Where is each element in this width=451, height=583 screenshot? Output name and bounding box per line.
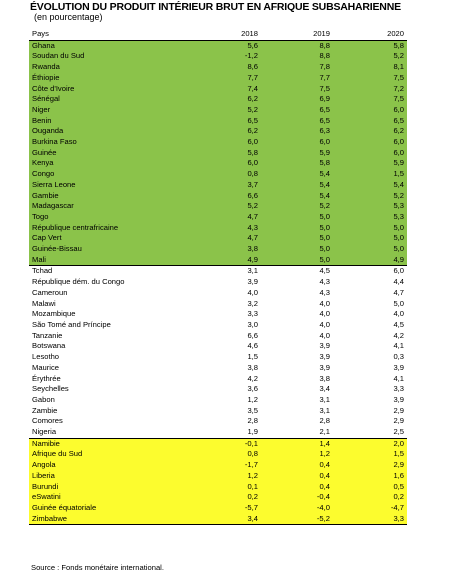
header-2020: 2020 xyxy=(333,29,407,40)
value-2019-cell: 2,1 xyxy=(261,427,333,438)
country-cell: Lesotho xyxy=(29,352,189,363)
value-2018-cell: 0,2 xyxy=(189,492,261,503)
value-2018-cell: 6,2 xyxy=(189,94,261,105)
table-subtitle: (en pourcentage) xyxy=(34,12,103,22)
country-cell: Éthiopie xyxy=(29,73,189,84)
value-2019-cell: 6,5 xyxy=(261,105,333,116)
value-2020-cell: 3,9 xyxy=(333,395,407,406)
value-2018-cell: 4,7 xyxy=(189,233,261,244)
value-2018-cell: 4,0 xyxy=(189,288,261,299)
table-row xyxy=(29,73,407,84)
country-cell: Sierra Leone xyxy=(29,180,189,191)
value-2020-cell: 4,1 xyxy=(333,374,407,385)
value-2019-cell: 4,0 xyxy=(261,320,333,331)
value-2020-cell: 6,0 xyxy=(333,105,407,116)
country-cell: Guinée équatoriale xyxy=(29,503,189,514)
value-2020-cell: 4,4 xyxy=(333,277,407,288)
value-2020-cell: 2,9 xyxy=(333,406,407,417)
value-2019-cell: -5,2 xyxy=(261,514,333,525)
country-cell: Comores xyxy=(29,416,189,427)
country-cell: Niger xyxy=(29,105,189,116)
table-row xyxy=(29,51,407,62)
value-2020-cell: 6,0 xyxy=(333,148,407,159)
value-2018-cell: 6,2 xyxy=(189,126,261,137)
value-2019-cell: 7,7 xyxy=(261,73,333,84)
value-2019-cell: 8,8 xyxy=(261,40,333,51)
value-2020-cell: 4,2 xyxy=(333,331,407,342)
value-2020-cell: 4,9 xyxy=(333,255,407,266)
value-2018-cell: 4,9 xyxy=(189,255,261,266)
table-row xyxy=(29,374,407,385)
table-row xyxy=(29,320,407,331)
value-2020-cell: 0,2 xyxy=(333,492,407,503)
country-cell: Kenya xyxy=(29,158,189,169)
value-2018-cell: 7,4 xyxy=(189,84,261,95)
country-cell: Togo xyxy=(29,212,189,223)
value-2019-cell: 5,2 xyxy=(261,201,333,212)
value-2019-cell: 0,4 xyxy=(261,471,333,482)
table-row xyxy=(29,116,407,127)
table-row xyxy=(29,158,407,169)
country-cell: Guinée-Bissau xyxy=(29,244,189,255)
value-2018-cell: 8,6 xyxy=(189,62,261,73)
country-cell: Madagascar xyxy=(29,201,189,212)
value-2018-cell: -1,2 xyxy=(189,51,261,62)
value-2019-cell: 5,8 xyxy=(261,158,333,169)
value-2019-cell: 1,2 xyxy=(261,449,333,460)
value-2019-cell: 3,1 xyxy=(261,406,333,417)
value-2020-cell: 3,3 xyxy=(333,514,407,525)
value-2020-cell: 2,9 xyxy=(333,416,407,427)
value-2018-cell: 1,2 xyxy=(189,471,261,482)
value-2019-cell: 3,9 xyxy=(261,341,333,352)
value-2020-cell: 0,5 xyxy=(333,482,407,493)
value-2018-cell: 3,8 xyxy=(189,244,261,255)
header-2019: 2019 xyxy=(261,29,333,40)
value-2019-cell: 8,8 xyxy=(261,51,333,62)
country-cell: Zimbabwe xyxy=(29,514,189,525)
value-2018-cell: 3,1 xyxy=(189,266,261,277)
value-2020-cell: 1,5 xyxy=(333,449,407,460)
country-cell: Namibie xyxy=(29,438,189,449)
country-cell: eSwatini xyxy=(29,492,189,503)
value-2018-cell: 1,2 xyxy=(189,395,261,406)
value-2020-cell: 3,3 xyxy=(333,384,407,395)
value-2020-cell: 5,3 xyxy=(333,212,407,223)
value-2018-cell: 4,2 xyxy=(189,374,261,385)
value-2019-cell: 5,9 xyxy=(261,148,333,159)
value-2020-cell: 6,0 xyxy=(333,266,407,277)
table-row xyxy=(29,244,407,255)
value-2019-cell: 3,1 xyxy=(261,395,333,406)
table-row xyxy=(29,438,407,449)
country-cell: Burkina Faso xyxy=(29,137,189,148)
value-2018-cell: 3,7 xyxy=(189,180,261,191)
value-2020-cell: 5,0 xyxy=(333,223,407,234)
value-2018-cell: 4,7 xyxy=(189,212,261,223)
value-2020-cell: 2,9 xyxy=(333,460,407,471)
value-2018-cell: 5,2 xyxy=(189,105,261,116)
country-cell: Seychelles xyxy=(29,384,189,395)
table-row xyxy=(29,62,407,73)
value-2019-cell: 6,9 xyxy=(261,94,333,105)
value-2019-cell: 5,0 xyxy=(261,233,333,244)
value-2018-cell: 0,8 xyxy=(189,169,261,180)
table-row xyxy=(29,482,407,493)
table-row xyxy=(29,105,407,116)
value-2020-cell: 4,0 xyxy=(333,309,407,320)
value-2018-cell: 3,4 xyxy=(189,514,261,525)
value-2019-cell: 5,0 xyxy=(261,212,333,223)
table-row xyxy=(29,40,407,51)
table-row xyxy=(29,191,407,202)
table-row xyxy=(29,471,407,482)
value-2020-cell: 5,4 xyxy=(333,180,407,191)
value-2019-cell: 4,3 xyxy=(261,288,333,299)
table-row xyxy=(29,169,407,180)
table-title: ÉVOLUTION DU PRODUIT INTÉRIEUR BRUT EN AFRIQUE SUBSAHARIENNE xyxy=(30,1,401,13)
value-2020-cell: 3,9 xyxy=(333,363,407,374)
value-2020-cell: 2,0 xyxy=(333,438,407,449)
country-cell: Mali xyxy=(29,255,189,266)
value-2019-cell: -0,4 xyxy=(261,492,333,503)
country-cell: Sénégal xyxy=(29,94,189,105)
table-row xyxy=(29,180,407,191)
table-row xyxy=(29,384,407,395)
value-2020-cell: 4,1 xyxy=(333,341,407,352)
table-row xyxy=(29,212,407,223)
country-cell: Érythrée xyxy=(29,374,189,385)
value-2019-cell: 3,9 xyxy=(261,363,333,374)
gdp-table xyxy=(29,29,407,525)
country-cell: Burundi xyxy=(29,482,189,493)
value-2018-cell: 3,5 xyxy=(189,406,261,417)
value-2020-cell: 7,5 xyxy=(333,94,407,105)
value-2020-cell: 2,5 xyxy=(333,427,407,438)
country-cell: Gabon xyxy=(29,395,189,406)
table-row xyxy=(29,277,407,288)
country-cell: République dém. du Congo xyxy=(29,277,189,288)
value-2018-cell: 0,8 xyxy=(189,449,261,460)
value-2019-cell: 3,8 xyxy=(261,374,333,385)
value-2019-cell: 6,0 xyxy=(261,137,333,148)
value-2020-cell: 5,2 xyxy=(333,191,407,202)
table-row xyxy=(29,266,407,277)
table-row xyxy=(29,363,407,374)
country-cell: Congo xyxy=(29,169,189,180)
table-row xyxy=(29,255,407,266)
table-row xyxy=(29,126,407,137)
value-2020-cell: 1,5 xyxy=(333,169,407,180)
value-2020-cell: 6,0 xyxy=(333,137,407,148)
country-cell: Ghana xyxy=(29,40,189,51)
value-2019-cell: 5,0 xyxy=(261,255,333,266)
value-2019-cell: -4,0 xyxy=(261,503,333,514)
country-cell: Malawi xyxy=(29,299,189,310)
value-2018-cell: 7,7 xyxy=(189,73,261,84)
country-cell: Gambie xyxy=(29,191,189,202)
value-2018-cell: -0,1 xyxy=(189,438,261,449)
country-cell: Tchad xyxy=(29,266,189,277)
value-2019-cell: 5,4 xyxy=(261,191,333,202)
table-row xyxy=(29,309,407,320)
value-2018-cell: 6,6 xyxy=(189,191,261,202)
value-2019-cell: 5,0 xyxy=(261,244,333,255)
value-2019-cell: 7,8 xyxy=(261,62,333,73)
value-2020-cell: 6,2 xyxy=(333,126,407,137)
value-2020-cell: 5,3 xyxy=(333,201,407,212)
header-2018: 2018 xyxy=(189,29,261,40)
table-row xyxy=(29,395,407,406)
country-cell: Guinée xyxy=(29,148,189,159)
value-2020-cell: 5,8 xyxy=(333,40,407,51)
country-cell: République centrafricaine xyxy=(29,223,189,234)
value-2019-cell: 3,4 xyxy=(261,384,333,395)
table-row xyxy=(29,449,407,460)
value-2020-cell: 4,5 xyxy=(333,320,407,331)
value-2018-cell: 5,2 xyxy=(189,201,261,212)
table-row xyxy=(29,514,407,525)
table-row xyxy=(29,223,407,234)
country-cell: Tanzanie xyxy=(29,331,189,342)
value-2018-cell: 5,6 xyxy=(189,40,261,51)
value-2018-cell: 6,0 xyxy=(189,137,261,148)
country-cell: Rwanda xyxy=(29,62,189,73)
table-body xyxy=(29,40,407,525)
value-2019-cell: 2,8 xyxy=(261,416,333,427)
value-2019-cell: 0,4 xyxy=(261,482,333,493)
table-row xyxy=(29,460,407,471)
value-2019-cell: 5,0 xyxy=(261,223,333,234)
value-2018-cell: 3,3 xyxy=(189,309,261,320)
value-2020-cell: 1,6 xyxy=(333,471,407,482)
table-row xyxy=(29,84,407,95)
value-2019-cell: 0,4 xyxy=(261,460,333,471)
value-2020-cell: 5,9 xyxy=(333,158,407,169)
country-cell: Côte d'Ivoire xyxy=(29,84,189,95)
country-cell: Angola xyxy=(29,460,189,471)
value-2019-cell: 4,5 xyxy=(261,266,333,277)
country-cell: Nigeria xyxy=(29,427,189,438)
value-2018-cell: 3,9 xyxy=(189,277,261,288)
value-2020-cell: -4,7 xyxy=(333,503,407,514)
value-2020-cell: 5,0 xyxy=(333,244,407,255)
value-2018-cell: 3,2 xyxy=(189,299,261,310)
value-2019-cell: 4,0 xyxy=(261,299,333,310)
value-2018-cell: 6,6 xyxy=(189,331,261,342)
value-2018-cell: 0,1 xyxy=(189,482,261,493)
country-cell: Ouganda xyxy=(29,126,189,137)
header-row xyxy=(29,29,407,40)
value-2020-cell: 0,3 xyxy=(333,352,407,363)
source-note: Source : Fonds monétaire international. xyxy=(31,563,164,572)
table-row xyxy=(29,341,407,352)
country-cell: Botswana xyxy=(29,341,189,352)
table-row xyxy=(29,299,407,310)
value-2018-cell: 6,5 xyxy=(189,116,261,127)
value-2020-cell: 8,1 xyxy=(333,62,407,73)
value-2020-cell: 7,5 xyxy=(333,73,407,84)
value-2018-cell: 4,3 xyxy=(189,223,261,234)
country-cell: Liberia xyxy=(29,471,189,482)
value-2018-cell: 3,0 xyxy=(189,320,261,331)
value-2018-cell: 3,6 xyxy=(189,384,261,395)
value-2019-cell: 4,0 xyxy=(261,331,333,342)
value-2018-cell: 3,8 xyxy=(189,363,261,374)
table-row xyxy=(29,352,407,363)
table-row xyxy=(29,492,407,503)
value-2019-cell: 3,9 xyxy=(261,352,333,363)
table-row xyxy=(29,331,407,342)
value-2020-cell: 6,5 xyxy=(333,116,407,127)
table-row xyxy=(29,201,407,212)
table-row xyxy=(29,288,407,299)
table-row xyxy=(29,233,407,244)
country-cell: Zambie xyxy=(29,406,189,417)
value-2020-cell: 5,2 xyxy=(333,51,407,62)
value-2019-cell: 4,3 xyxy=(261,277,333,288)
table-row xyxy=(29,427,407,438)
table-row xyxy=(29,416,407,427)
value-2018-cell: 2,8 xyxy=(189,416,261,427)
table-row xyxy=(29,94,407,105)
value-2020-cell: 5,0 xyxy=(333,299,407,310)
header-country: Pays xyxy=(29,29,189,40)
value-2019-cell: 5,4 xyxy=(261,169,333,180)
value-2019-cell: 4,0 xyxy=(261,309,333,320)
table-row xyxy=(29,137,407,148)
value-2020-cell: 4,7 xyxy=(333,288,407,299)
value-2018-cell: 1,5 xyxy=(189,352,261,363)
value-2019-cell: 7,5 xyxy=(261,84,333,95)
country-cell: Mozambique xyxy=(29,309,189,320)
value-2019-cell: 5,4 xyxy=(261,180,333,191)
value-2018-cell: -1,7 xyxy=(189,460,261,471)
country-cell: Soudan du Sud xyxy=(29,51,189,62)
table-row xyxy=(29,148,407,159)
country-cell: Afrique du Sud xyxy=(29,449,189,460)
table-row xyxy=(29,406,407,417)
country-cell: Benin xyxy=(29,116,189,127)
country-cell: Cap Vert xyxy=(29,233,189,244)
value-2018-cell: 6,0 xyxy=(189,158,261,169)
value-2018-cell: 5,8 xyxy=(189,148,261,159)
value-2019-cell: 6,5 xyxy=(261,116,333,127)
value-2018-cell: 4,6 xyxy=(189,341,261,352)
value-2018-cell: 1,9 xyxy=(189,427,261,438)
value-2019-cell: 1,4 xyxy=(261,438,333,449)
value-2018-cell: -5,7 xyxy=(189,503,261,514)
table-row xyxy=(29,503,407,514)
country-cell: São Tomé and Príncipe xyxy=(29,320,189,331)
country-cell: Maurice xyxy=(29,363,189,374)
value-2020-cell: 7,2 xyxy=(333,84,407,95)
country-cell: Cameroun xyxy=(29,288,189,299)
value-2019-cell: 6,3 xyxy=(261,126,333,137)
value-2020-cell: 5,0 xyxy=(333,233,407,244)
